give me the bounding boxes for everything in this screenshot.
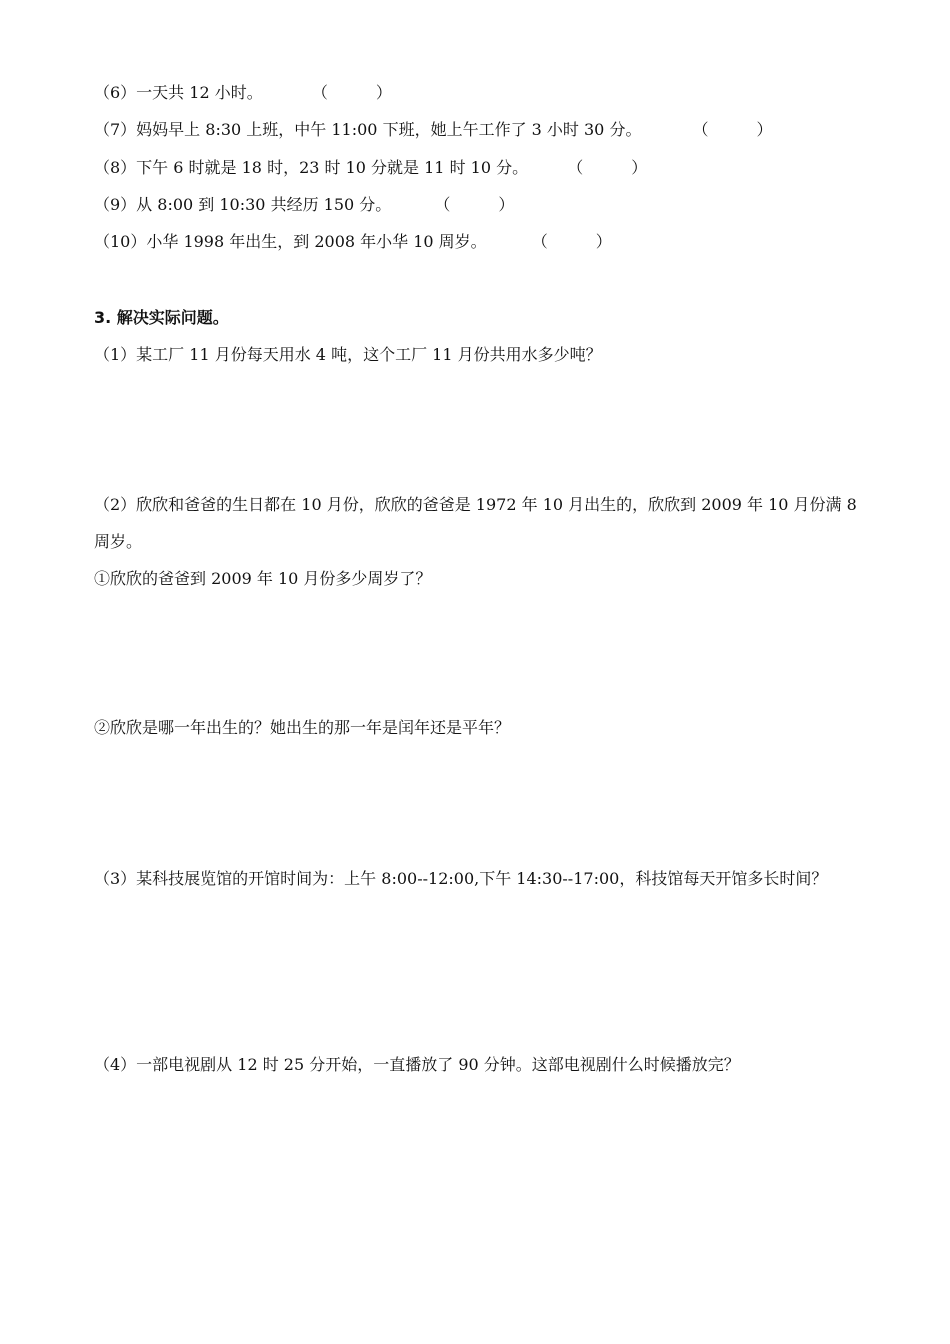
judgment-text: （7）妈妈早上 8:30 上班，中午 11:00 下班，她上午工作了 3 小时 30 分。 xyxy=(94,120,642,139)
question-2-sub-2: ②欣欣是哪一年出生的？她出生的那一年是闰年还是平年？ xyxy=(94,718,511,737)
judgment-item-10 xyxy=(94,231,612,253)
question-4: （4）一部电视剧从 12 时 25 分开始，一直播放了 90 分钟。这部电视剧什么时候播放完？ xyxy=(94,1055,740,1074)
judgment-item-9 xyxy=(94,194,514,216)
answer-blank[interactable]: （ ） xyxy=(311,83,392,102)
judgment-text: （10）小华 1998 年出生，到 2008 年小华 10 周岁。 xyxy=(94,232,487,251)
question-2-sub-1: ①欣欣的爸爸到 2009 年 10 月份多少周岁了？ xyxy=(94,569,432,588)
answer-blank[interactable]: （ ） xyxy=(567,158,648,177)
answer-blank[interactable]: （ ） xyxy=(692,120,773,139)
judgment-text: （9）从 8:00 到 10:30 共经历 150 分。 xyxy=(94,195,392,214)
judgment-item-8 xyxy=(94,157,647,179)
judgment-text: （6）一天共 12 小时。 xyxy=(94,83,263,102)
section-heading: 3. 解决实际问题。 xyxy=(94,308,229,327)
judgment-item-6 xyxy=(94,82,392,104)
question-2-intro: （2）欣欣和爸爸的生日都在 10 月份，欣欣的爸爸是 1972 年 10 月出生的，欣欣到 2009 年 10 月份满 8 周岁。 xyxy=(94,495,857,551)
answer-blank[interactable]: （ ） xyxy=(531,232,612,251)
judgment-text: （8）下午 6 时就是 18 时，23 时 10 分就是 11 时 10 分。 xyxy=(94,158,529,177)
question-1: （1）某工厂 11 月份每天用水 4 吨，这个工厂 11 月份共用水多少吨？ xyxy=(94,345,602,364)
answer-blank[interactable]: （ ） xyxy=(434,195,515,214)
judgment-item-7 xyxy=(94,119,773,141)
question-3: （3）某科技展览馆的开馆时间为：上午 8:00--12:00,下午 14:30--17:00，科技馆每天开馆多长时间？ xyxy=(94,869,828,888)
